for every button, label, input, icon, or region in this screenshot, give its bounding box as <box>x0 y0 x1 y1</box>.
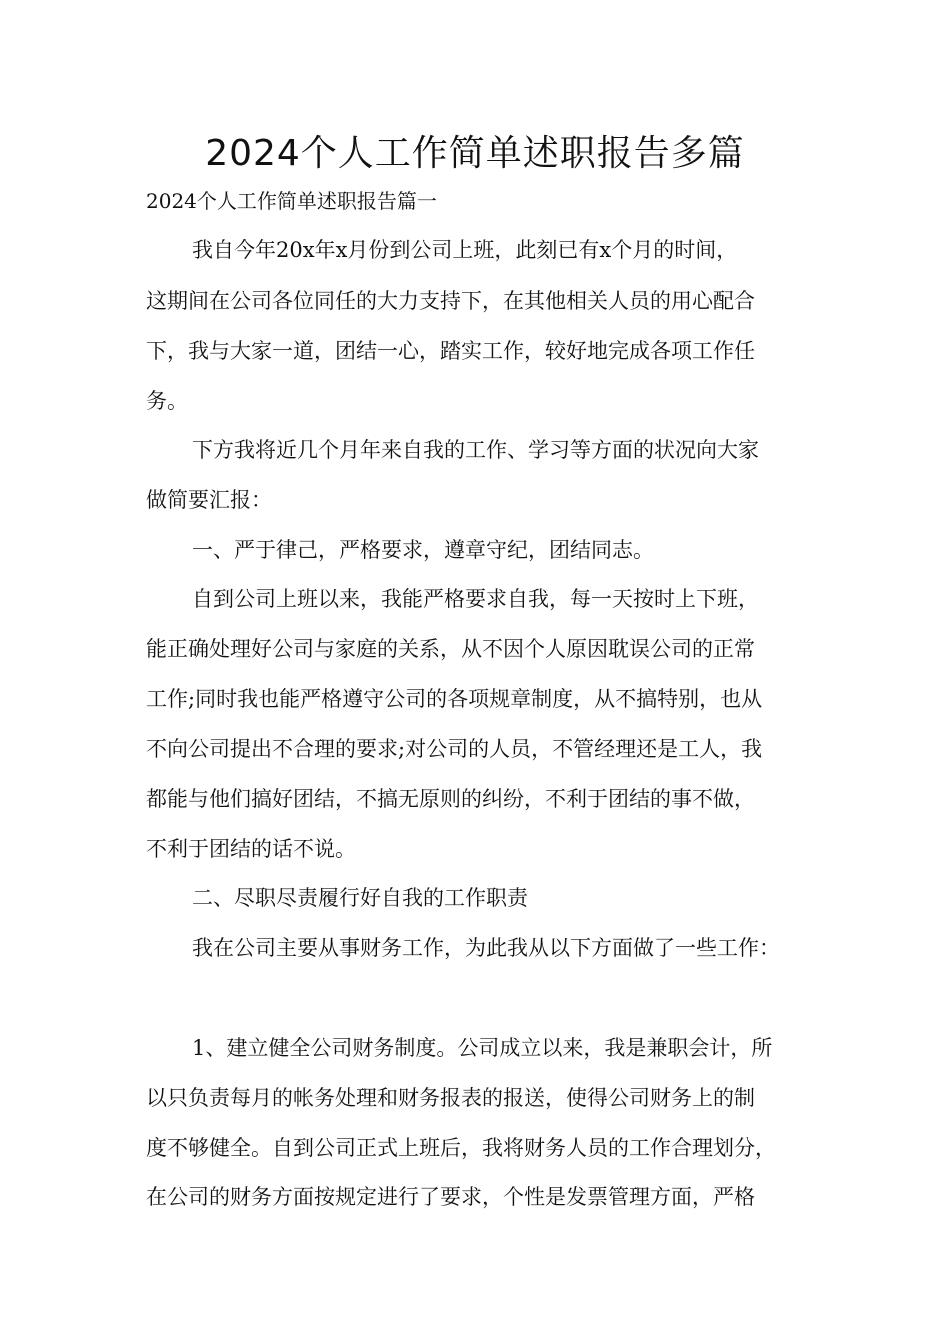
paragraph-line: 我自今年20x年x月份到公司上班，此刻已有x个月的时间， <box>192 238 738 262</box>
paragraph-line: 做简要汇报： <box>146 488 272 512</box>
paragraph-line: 下，我与大家一道，团结一心，踏实工作，较好地完成各项工作任 <box>146 339 755 363</box>
paragraph-line: 这期间在公司各位同任的大力支持下，在其他相关人员的用心配合 <box>146 289 755 313</box>
paragraph-line: 以只负责每月的帐务处理和财务报表的报送，使得公司财务上的制 <box>146 1086 755 1110</box>
paragraph-line: 我在公司主要从事财务工作，为此我从以下方面做了一些工作： <box>192 936 780 960</box>
paragraph-line: 在公司的财务方面按规定进行了要求，个性是发票管理方面，严格 <box>146 1185 755 1209</box>
paragraph-line: 下方我将近几个月年来自我的工作、学习等方面的状况向大家 <box>192 438 759 462</box>
section-heading: 一、严于律己，严格要求，遵章守纪，团结同志。 <box>192 538 654 562</box>
paragraph-line: 不向公司提出不合理的要求;对公司的人员，不管经理还是工人，我 <box>146 737 763 761</box>
paragraph-line: 务。 <box>146 389 188 413</box>
paragraph-line: 度不够健全。自到公司正式上班后，我将财务人员的工作合理划分， <box>146 1136 776 1160</box>
paragraph-line: 能正确处理好公司与家庭的关系，从不因个人原因耽误公司的正常 <box>146 637 755 661</box>
paragraph-line: 不利于团结的话不说。 <box>146 837 356 861</box>
paragraph-line: 都能与他们搞好团结，不搞无原则的纠纷，不利于团结的事不做， <box>146 787 755 811</box>
document-title: 2024个人工作简单述职报告多篇 <box>205 133 745 174</box>
paragraph-line: 1、建立健全公司财务制度。公司成立以来，我是兼职会计，所 <box>192 1036 773 1060</box>
paragraph-line: 工作;同时我也能严格遵守公司的各项规章制度，从不搞特别，也从 <box>146 687 763 711</box>
document-subtitle: 2024个人工作简单述职报告篇一 <box>146 189 437 213</box>
paragraph-line: 自到公司上班以来，我能严格要求自我，每一天按时上下班， <box>192 587 759 611</box>
section-heading: 二、尽职尽责履行好自我的工作职责 <box>192 886 528 910</box>
